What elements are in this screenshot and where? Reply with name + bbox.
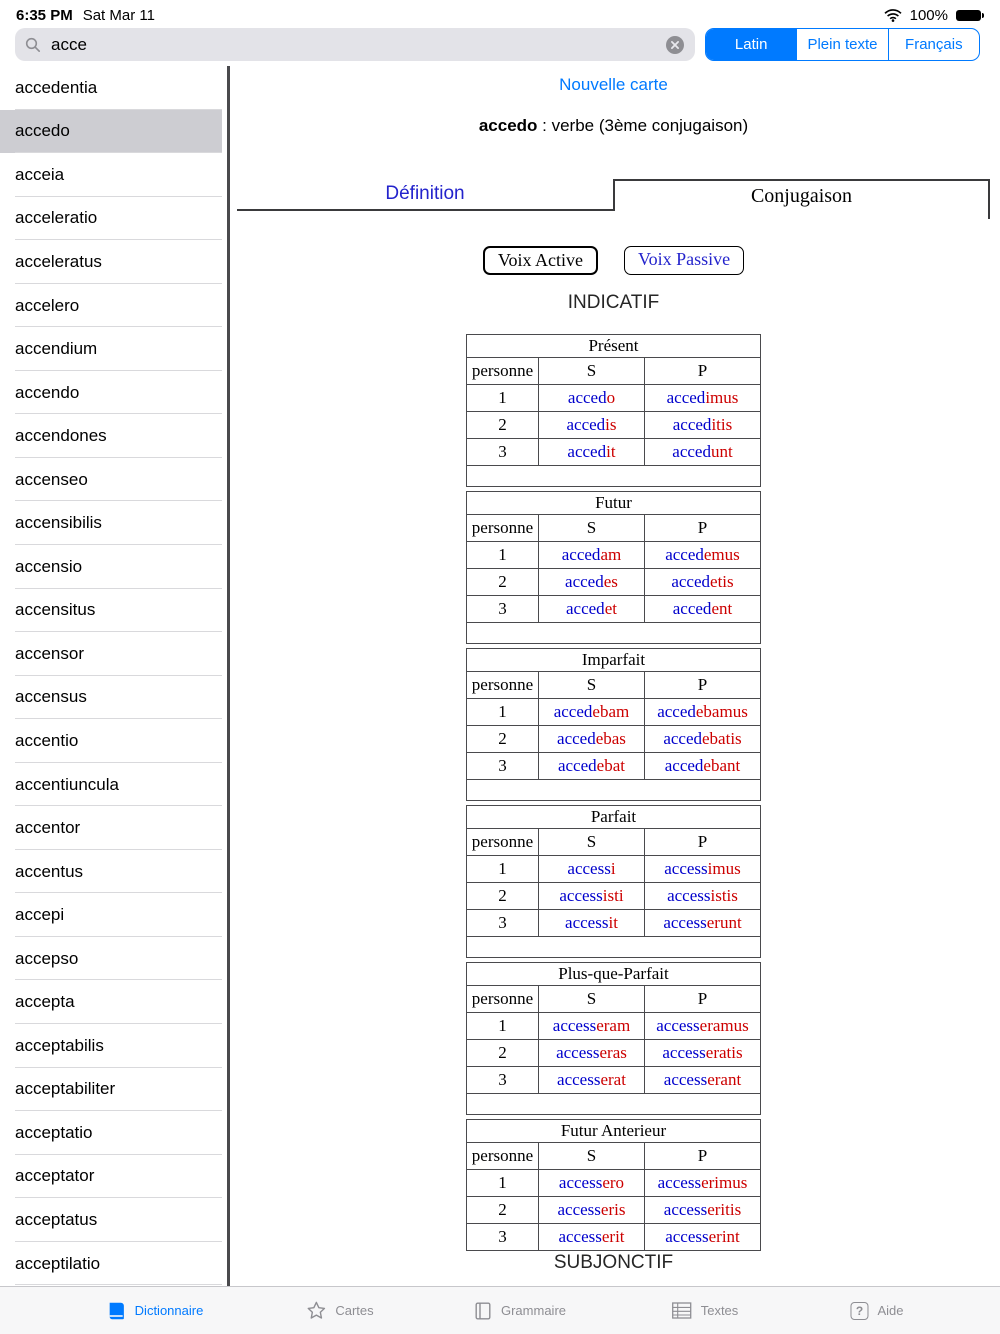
search-scope-segmented: [705, 28, 980, 61]
search-input[interactable]: [49, 34, 665, 56]
singular-form: accessit: [538, 910, 644, 937]
person-number: 1: [467, 385, 539, 412]
sidebar-item[interactable]: [0, 545, 222, 589]
plural-form: accesserimus: [644, 1170, 760, 1197]
tense-title: Futur: [466, 492, 760, 515]
sidebar-item[interactable]: [0, 1024, 222, 1068]
word-label: acceptatio: [15, 1122, 93, 1142]
person-number: 2: [466, 1040, 538, 1067]
conjugation-table-futur: [466, 491, 761, 644]
person-number: 3: [466, 910, 538, 937]
column-header: S: [539, 358, 645, 385]
plural-form: accedebant: [644, 753, 760, 780]
plural-form: accedimus: [645, 385, 761, 412]
conjugation-row: [467, 385, 761, 412]
word-label: acceia: [15, 164, 65, 184]
singular-form: accesserat: [538, 1067, 644, 1094]
column-header: personne: [466, 1143, 538, 1170]
singular-form: accessi: [538, 856, 644, 883]
wifi-icon: [884, 9, 902, 22]
person-number: 1: [466, 542, 538, 569]
tense-title: Plus-que-Parfait: [466, 963, 760, 986]
word-label: acceptabiliter: [15, 1079, 116, 1099]
nav-aide[interactable]: [850, 1287, 903, 1334]
column-header: P: [644, 672, 760, 699]
sidebar-item[interactable]: [0, 458, 222, 502]
conjugation-table-futur-anterieur: [466, 1119, 761, 1251]
column-header: S: [538, 829, 644, 856]
headword: accedo: [478, 116, 538, 135]
person-number: 2: [466, 1197, 538, 1224]
singular-form: accedit: [539, 439, 645, 466]
word-label: accepi: [15, 905, 65, 925]
word-label: accepso: [15, 948, 79, 968]
column-header: personne: [466, 672, 538, 699]
word-label: accendones: [15, 426, 107, 446]
column-header: personne: [466, 829, 538, 856]
conjugation-row: [466, 1170, 760, 1197]
battery-percent: 100%: [909, 6, 948, 24]
conjugation-row: [466, 753, 760, 780]
word-label: accentiuncula: [15, 774, 119, 794]
sidebar-item[interactable]: [0, 110, 222, 154]
column-header: P: [644, 829, 760, 856]
tense-title: Futur Anterieur: [466, 1120, 760, 1143]
column-header: P: [645, 358, 761, 385]
nav-textes[interactable]: [672, 1287, 739, 1334]
person-number: 3: [466, 1224, 538, 1251]
sidebar-item[interactable]: [0, 371, 222, 415]
conjugation-table-plus-que-parfait: [466, 962, 761, 1115]
conjugation-row: [466, 1040, 760, 1067]
column-header: personne: [466, 515, 538, 542]
conjugation-table-imparfait: [466, 648, 761, 801]
tab-conjugaison-label: Conjugaison: [750, 184, 853, 207]
dictionary-book-icon: [107, 1302, 126, 1320]
sidebar-item[interactable]: [0, 284, 222, 328]
sidebar-item[interactable]: [0, 153, 222, 197]
plural-form: accedent: [644, 596, 760, 623]
tense-title: Présent: [467, 335, 761, 358]
detail-tabs: [237, 179, 990, 211]
texts-icon: [672, 1302, 692, 1319]
singular-form: accesseram: [538, 1013, 644, 1040]
word-label: accensor: [15, 643, 84, 663]
conjugation-row: [466, 910, 760, 937]
person-number: 3: [466, 1067, 538, 1094]
nav-label: Textes: [700, 1303, 739, 1318]
plural-form: accesseritis: [644, 1197, 760, 1224]
entry-detail-pane: [237, 66, 990, 1286]
column-header: S: [538, 515, 644, 542]
person-number: 3: [466, 596, 538, 623]
plural-form: accedebatis: [644, 726, 760, 753]
conjugation-row: [466, 883, 760, 910]
nav-label: Aide: [877, 1303, 904, 1318]
singular-form: accesseras: [538, 1040, 644, 1067]
sidebar-item[interactable]: [0, 893, 222, 937]
column-header: P: [644, 1143, 760, 1170]
column-header: S: [538, 672, 644, 699]
sidebar-item[interactable]: [0, 719, 222, 763]
sidebar-word-list: [0, 66, 222, 1286]
word-label: accelero: [15, 295, 80, 315]
conjugation-tables: [237, 334, 990, 1255]
status-date: Sat Mar 11: [82, 6, 155, 24]
singular-form: accesserit: [538, 1224, 644, 1251]
word-label: accensibilis: [15, 513, 102, 533]
person-number: 1: [466, 856, 538, 883]
nav-dictionnaire[interactable]: [107, 1287, 204, 1334]
column-header: S: [538, 1143, 644, 1170]
person-number: 2: [467, 412, 539, 439]
nav-label: Dictionnaire: [134, 1303, 204, 1318]
plural-form: accesserant: [644, 1067, 760, 1094]
mood-title-indicatif: INDICATIF: [567, 292, 660, 313]
person-number: 1: [466, 1170, 538, 1197]
word-label: accentio: [15, 730, 79, 750]
sidebar-item[interactable]: [0, 980, 222, 1024]
singular-form: accedo: [539, 385, 645, 412]
tab-definition[interactable]: [237, 179, 613, 211]
conjugation-row: [466, 542, 760, 569]
sidebar-item[interactable]: [0, 1242, 222, 1286]
sidebar-item[interactable]: [0, 632, 222, 676]
spacer-row: [466, 623, 760, 644]
tense-title: Imparfait: [466, 649, 760, 672]
word-label: accentor: [15, 818, 81, 838]
star-icon: [306, 1301, 326, 1320]
conjugation-row: [466, 569, 760, 596]
sidebar-item[interactable]: [0, 197, 222, 241]
conjugation-row: [466, 1067, 760, 1094]
search-icon: [25, 37, 41, 53]
conjugation-table-pr-sent: [466, 334, 761, 487]
column-header: personne: [467, 358, 539, 385]
singular-form: accedis: [539, 412, 645, 439]
tab-definition-label: Définition: [385, 183, 465, 204]
singular-form: accedebam: [538, 699, 644, 726]
sidebar-item[interactable]: [0, 1198, 222, 1242]
word-label: accepta: [15, 992, 75, 1012]
word-label: accenseo: [15, 469, 88, 489]
column-header: personne: [466, 986, 538, 1013]
help-icon: ?: [850, 1302, 868, 1320]
sidebar-item[interactable]: [0, 589, 222, 633]
person-number: 2: [466, 569, 538, 596]
sidebar-item[interactable]: [0, 66, 222, 110]
conjugation-row: [466, 699, 760, 726]
word-label: accedentia: [15, 77, 98, 97]
word-label: accendo: [15, 382, 80, 402]
headword-line: [237, 116, 990, 136]
singular-form: accedam: [538, 542, 644, 569]
singular-form: accedebat: [538, 753, 644, 780]
grammar-book-icon: [474, 1302, 492, 1320]
headword-info: : verbe (3ème conjugaison): [537, 116, 749, 135]
column-header: S: [538, 986, 644, 1013]
singular-form: accedes: [538, 569, 644, 596]
plural-form: accessimus: [644, 856, 760, 883]
person-number: 2: [466, 726, 538, 753]
bottom-tab-bar: [0, 1286, 1000, 1334]
mood-title-subjonctif: SUBJONCTIF: [553, 1252, 674, 1273]
plural-form: accedebamus: [644, 699, 760, 726]
nav-label: Cartes: [335, 1303, 374, 1318]
person-number: 3: [466, 753, 538, 780]
spacer-row: [466, 1094, 760, 1115]
word-label: acceptilatio: [15, 1253, 101, 1273]
conjugation-row: [466, 1197, 760, 1224]
conjugation-row: [466, 726, 760, 753]
voix-active-button[interactable]: Voix Active: [483, 246, 598, 275]
status-bar: [0, 0, 1000, 26]
nav-grammaire[interactable]: [474, 1287, 566, 1334]
status-time: 6:35 PM: [16, 6, 73, 24]
sidebar-item[interactable]: [0, 1111, 222, 1155]
sidebar-item[interactable]: [0, 763, 222, 807]
singular-form: accesseris: [538, 1197, 644, 1224]
clear-search-icon[interactable]: [665, 35, 685, 55]
spacer-row: [466, 780, 760, 801]
plural-form: accedunt: [645, 439, 761, 466]
plural-form: accesseramus: [644, 1013, 760, 1040]
nav-label: Grammaire: [500, 1303, 567, 1318]
plural-form: accesserint: [644, 1224, 760, 1251]
word-label: acceptatus: [15, 1209, 98, 1229]
word-label: acceptator: [15, 1166, 95, 1186]
conjugation-row: [466, 1013, 760, 1040]
voice-buttons: [237, 246, 990, 275]
sidebar-item[interactable]: [0, 850, 222, 894]
plural-form: accesserunt: [644, 910, 760, 937]
spacer-row: [467, 466, 761, 487]
segment-latin[interactable]: Latin: [706, 29, 796, 60]
conjugation-row: [467, 412, 761, 439]
word-label: accensio: [15, 556, 83, 576]
segment-plein-texte[interactable]: Plein texte: [796, 29, 887, 60]
word-label: accedo: [15, 121, 70, 141]
singular-form: accessisti: [538, 883, 644, 910]
word-label: acceleratio: [15, 208, 98, 228]
person-number: 1: [466, 699, 538, 726]
person-number: 3: [467, 439, 539, 466]
singular-form: accedebas: [538, 726, 644, 753]
spacer-row: [466, 937, 760, 958]
column-header: P: [644, 986, 760, 1013]
column-header: P: [644, 515, 760, 542]
conjugation-row: [467, 439, 761, 466]
new-card-link[interactable]: Nouvelle carte: [559, 75, 668, 94]
segment-francais[interactable]: Français: [888, 29, 979, 60]
sidebar-item[interactable]: [0, 806, 222, 850]
singular-form: accedet: [538, 596, 644, 623]
voix-passive-button[interactable]: Voix Passive: [624, 246, 744, 275]
plural-form: accessistis: [644, 883, 760, 910]
plural-form: accedemus: [644, 542, 760, 569]
sidebar-item[interactable]: [0, 676, 222, 720]
word-label: accentus: [15, 861, 84, 881]
word-label: accendium: [15, 339, 98, 359]
nav-cartes[interactable]: [306, 1287, 373, 1334]
conjugation-row: [466, 596, 760, 623]
sidebar-item[interactable]: [0, 414, 222, 458]
conjugation-row: [466, 1224, 760, 1251]
sidebar-item[interactable]: [0, 1155, 222, 1199]
conjugation-row: [466, 856, 760, 883]
person-number: 2: [466, 883, 538, 910]
sidebar-divider: [227, 66, 230, 1286]
tab-conjugaison[interactable]: [613, 179, 990, 211]
sidebar-item[interactable]: [0, 240, 222, 284]
word-label: acceptabilis: [15, 1035, 104, 1055]
word-label: acceleratus: [15, 251, 102, 271]
plural-form: accesseratis: [644, 1040, 760, 1067]
word-label: accensus: [15, 687, 87, 707]
person-number: 1: [466, 1013, 538, 1040]
tense-title: Parfait: [466, 806, 760, 829]
conjugation-table-parfait: [466, 805, 761, 958]
sidebar-item[interactable]: [0, 327, 222, 371]
battery-icon: [956, 10, 984, 21]
plural-form: acceditis: [645, 412, 761, 439]
sidebar-item[interactable]: [0, 937, 222, 981]
plural-form: accedetis: [644, 569, 760, 596]
word-label: accensitus: [15, 600, 96, 620]
sidebar-item[interactable]: [0, 501, 222, 545]
search-field[interactable]: [15, 28, 695, 61]
sidebar-item[interactable]: [0, 1068, 222, 1112]
singular-form: accessero: [538, 1170, 644, 1197]
